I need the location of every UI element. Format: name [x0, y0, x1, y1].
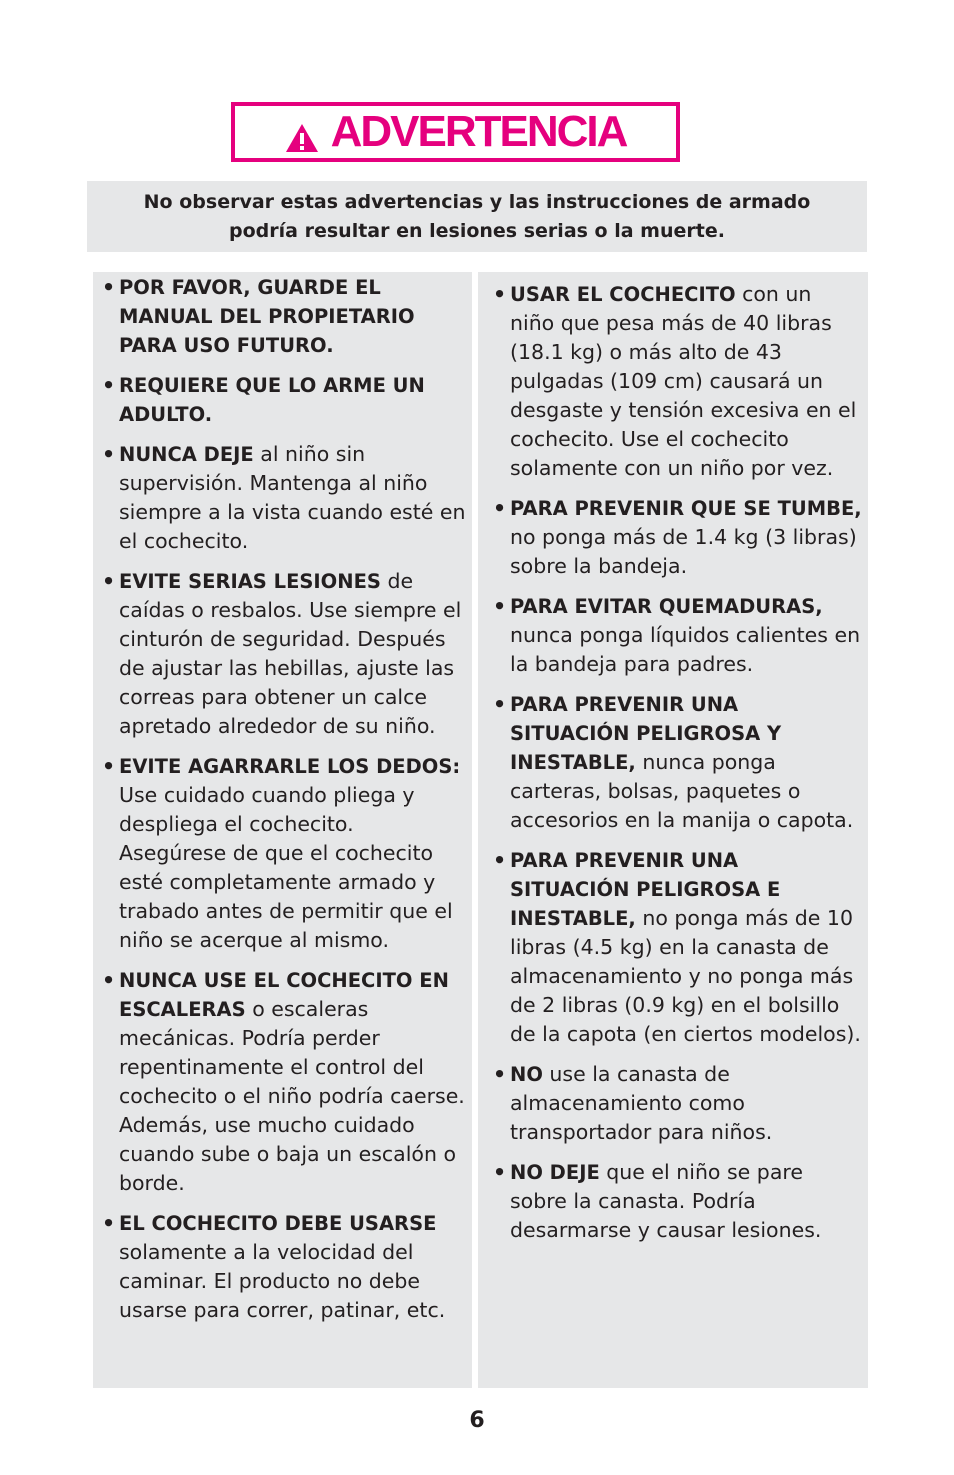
warning-item	[493, 1060, 862, 1147]
warning-item-text: o escaleras mecánicas. Podría perder repentinamente el control del cochecito o el niño podría caerse. Además, use mucho cuidado cuando sube o baja un escalón o borde.	[119, 997, 465, 1195]
warning-item-lead: PARA PREVENIR UNA SITUACIÓN PELIGROSA Y INESTABLE,	[510, 693, 782, 774]
warning-item-text: nunca ponga carteras, bolsas, paquetes o accesorios en la manija o capota.	[510, 750, 854, 832]
warning-item-text: use la canasta de almacenamiento como transportador para niños.	[510, 1062, 773, 1144]
warning-banner	[231, 102, 680, 162]
warning-item	[102, 371, 466, 429]
warning-item-text: nunca ponga líquidos calientes en la bandeja para padres.	[510, 623, 861, 676]
warning-item-text: no ponga más de 1.4 kg (3 libras) sobre la bandeja.	[510, 525, 857, 578]
warning-item-lead: PARA EVITAR QUEMADURAS,	[510, 595, 823, 618]
warning-item-lead: PARA PREVENIR QUE SE TUMBE,	[510, 497, 862, 520]
warning-item	[493, 690, 862, 835]
warning-item	[102, 440, 466, 556]
page-number: 6	[469, 1408, 485, 1433]
warning-item	[493, 846, 862, 1049]
warning-item-text: de caídas o resbalos. Use siempre el cinturón de seguridad. Después de ajustar las hebillas, ajuste las correas para obtener un calce apretado alrededor de su niño.	[119, 569, 462, 738]
warning-item-lead: EVITE SERIAS LESIONES	[119, 570, 381, 593]
warning-item	[102, 752, 466, 955]
intro-line-2: podría resultar en lesiones serias o la muerte.	[229, 220, 725, 242]
warning-item	[493, 1158, 862, 1245]
warning-item-text: Use cuidado cuando pliega y despliega el cochecito. Asegúrese de que el cochecito esté completamente armado y trabado antes de permitir que el niño se acerque al mismo.	[119, 783, 453, 952]
intro-line-1: No observar estas advertencias y las instrucciones de armado	[143, 191, 811, 213]
warning-item-text: no ponga más de 10 libras (4.5 kg) en la canasta de almacenamiento y no ponga más de 2 libras (0.9 kg) en el bolsillo de la capota (en ciertos modelos).	[510, 906, 861, 1046]
warning-item	[102, 966, 466, 1198]
warning-item-text: con un niño que pesa más de 40 libras (18.1 kg) o más alto de 43 pulgadas (109 cm) causará un desgaste y tensión excesiva en el cochecito. Use el cochecito solamente con un niño por vez.	[510, 282, 857, 480]
warning-item-lead: EL COCHECITO DEBE USARSE	[119, 1212, 437, 1235]
warning-item-lead: EVITE AGARRARLE LOS DEDOS:	[119, 755, 461, 778]
warning-item-lead: PARA PREVENIR UNA SITUACIÓN PELIGROSA E INESTABLE,	[510, 849, 781, 930]
left-column	[93, 272, 472, 1388]
warning-item	[102, 567, 466, 741]
warning-item-lead: NO	[510, 1063, 543, 1086]
intro-notice	[87, 181, 867, 252]
warning-item-lead: NO DEJE	[510, 1161, 600, 1184]
warning-item-text: al niño sin supervisión. Mantenga al niño siempre a la vista cuando esté en el cochecito.	[119, 442, 466, 553]
warning-item-text: que el niño se pare sobre la canasta. Podría desarmarse y causar lesiones.	[510, 1160, 822, 1242]
warning-item-text: solamente a la velocidad del caminar. El producto no debe usarse para correr, patinar, etc.	[119, 1240, 446, 1322]
warning-title-text: ADVERTENCIA	[330, 107, 627, 156]
warning-item-lead: USAR EL COCHECITO	[510, 283, 736, 306]
warning-item	[493, 592, 862, 679]
warning-title	[285, 107, 627, 156]
warning-item	[102, 273, 466, 360]
warning-item	[493, 494, 862, 581]
warning-item	[102, 1209, 466, 1325]
warning-item-lead: NUNCA DEJE	[119, 443, 254, 466]
warning-item	[493, 280, 862, 483]
warning-item-lead: REQUIERE QUE LO ARME UN ADULTO.	[119, 374, 425, 426]
warning-item-lead: NUNCA USE EL COCHECITO EN ESCALERAS	[119, 969, 449, 1021]
right-column	[478, 272, 868, 1388]
warning-item-lead: POR FAVOR, GUARDE EL MANUAL DEL PROPIETARIO PARA USO FUTURO.	[119, 276, 415, 357]
warning-triangle-icon	[285, 117, 319, 147]
